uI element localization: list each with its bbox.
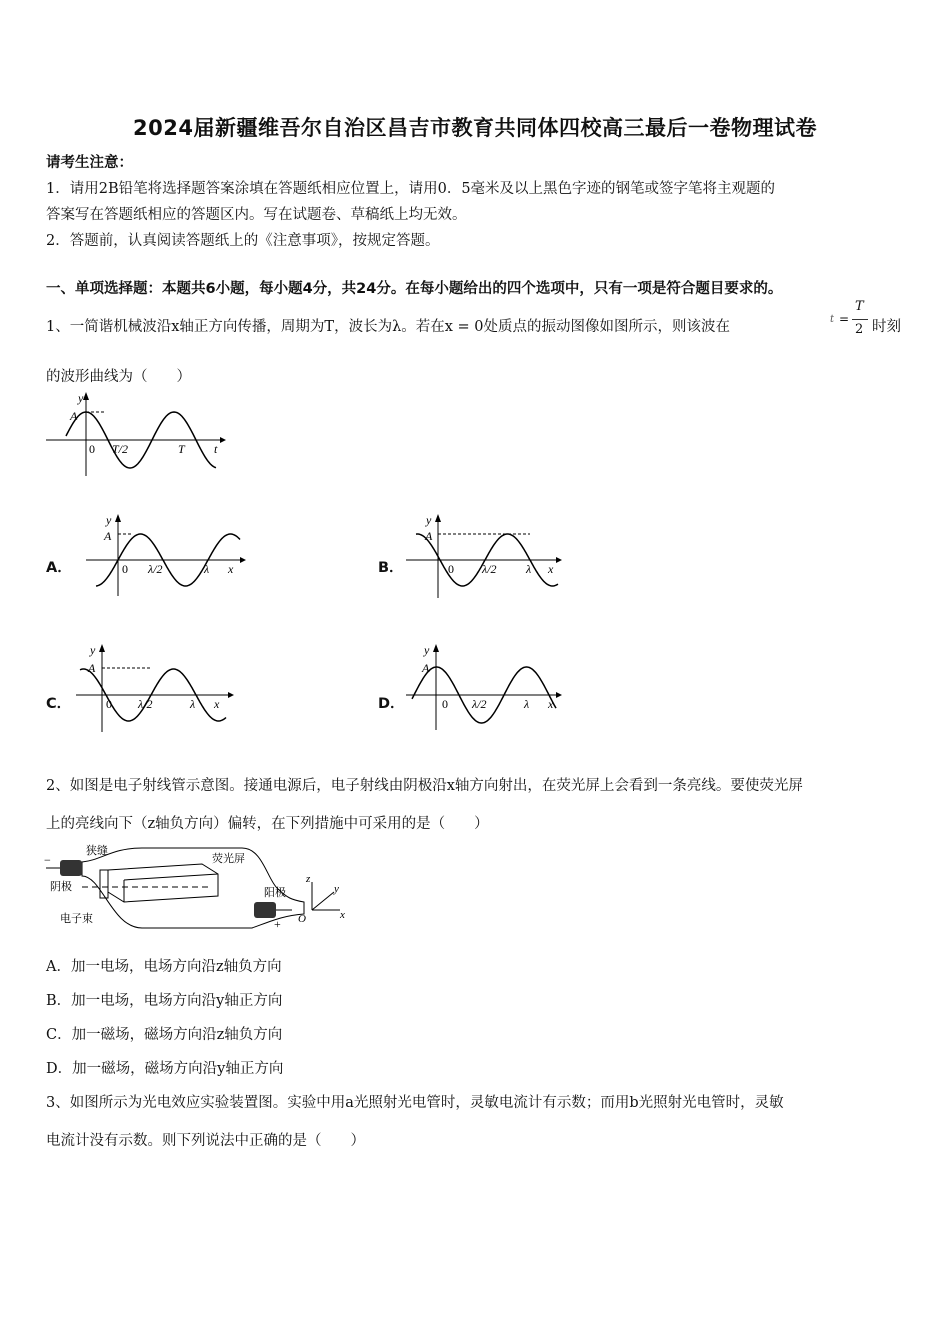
- y-label: y: [424, 643, 430, 657]
- q3-text-line-2: 电流计没有示数。则下列说法中正确的是（ ）: [46, 1133, 365, 1149]
- t-axis-label: t: [214, 442, 218, 456]
- y-axis-arrow: [99, 644, 105, 652]
- screen-edge: [124, 874, 218, 880]
- q2-electron-tube-figure: [42, 840, 362, 930]
- q1-option-c-label[interactable]: C．: [46, 696, 72, 712]
- q1-option-a-label[interactable]: A．: [46, 560, 72, 576]
- slit-plate: [100, 870, 108, 898]
- y-label: y: [78, 391, 84, 405]
- x-axis-arrow: [228, 692, 234, 698]
- screen-label: 荧光屏: [212, 853, 245, 865]
- x-axis-label: x: [214, 697, 220, 711]
- notice-item-1-line-2: 答案写在答题纸相应的答题区内。写在试题卷、草稿纸上均无效。: [46, 207, 467, 223]
- plus-sign: +: [274, 917, 281, 930]
- half-wavelength-label: λ/2: [148, 562, 163, 576]
- origin-label: O: [298, 913, 306, 925]
- y-axis-arrow: [435, 514, 441, 522]
- formula-eq: =: [839, 312, 850, 326]
- y-label: y: [90, 643, 96, 657]
- y-axis: [312, 892, 334, 910]
- q1-option-b-label[interactable]: B．: [378, 560, 404, 576]
- formula-bar: [852, 319, 868, 320]
- cathode-electrode: [60, 860, 82, 876]
- q1-option-d-graph[interactable]: [400, 640, 570, 735]
- half-wavelength-label: λ/2: [482, 562, 497, 576]
- q1-option-d-label[interactable]: D．: [378, 696, 405, 712]
- q2-option-d[interactable]: D．加一磁场，磁场方向沿y轴正方向: [46, 1061, 284, 1077]
- y-axis-arrow: [115, 514, 121, 522]
- x-label: x: [340, 909, 345, 921]
- half-period-label: T/2: [112, 442, 129, 456]
- half-wavelength-label: λ/2: [472, 697, 487, 711]
- amplitude-label: A: [104, 529, 112, 543]
- q2-text-line-2: 上的亮线向下（z轴负方向）偏转，在下列措施中可采用的是（ ）: [46, 816, 489, 832]
- half-wavelength-label: λ/2: [138, 697, 153, 711]
- notice-item-1-line-1: 1．请用2B铅笔将选择题答案涂填在答题纸相应位置上，请用0．5毫米及以上黑色字迹的钢笔或签字笔将主观题的: [46, 181, 776, 197]
- q2-option-c[interactable]: C．加一磁场，磁场方向沿z轴负方向: [46, 1027, 283, 1043]
- amplitude-label: A: [88, 661, 96, 675]
- x-axis-label: x: [548, 697, 554, 711]
- amplitude-label: A: [422, 661, 430, 675]
- y-label: y: [106, 513, 112, 527]
- notice-item-2: 2．答题前，认真阅读答题纸上的《注意事项》，按规定答题。: [46, 233, 440, 249]
- cathode-label: 阴极: [50, 881, 72, 893]
- q2-option-b[interactable]: B．加一电场，电场方向沿y轴正方向: [46, 993, 283, 1009]
- formula-t: t: [830, 314, 835, 325]
- z-label: z: [306, 873, 311, 885]
- beam-label: 电子束: [60, 913, 93, 925]
- q1-text-line-1: 1、一简谐机械波沿x轴正方向传播，周期为T，波长为λ。若在x = 0处质点的振动图像如图所示，则该波在: [46, 319, 731, 335]
- amplitude-label: A: [70, 409, 78, 423]
- amplitude-label: A: [425, 529, 433, 543]
- q1-vibration-graph: [40, 390, 230, 480]
- origin-label: 0: [442, 697, 448, 711]
- x-axis-label: x: [228, 562, 234, 576]
- q1-option-c-graph[interactable]: [70, 640, 240, 735]
- notice-heading: 请考生注意：: [46, 155, 133, 171]
- origin-label: 0: [106, 697, 112, 711]
- q1-formula: [830, 300, 874, 344]
- x-axis-arrow: [556, 692, 562, 698]
- period-label: T: [178, 442, 185, 456]
- q1-option-a-graph[interactable]: [80, 510, 250, 600]
- slit-label: 狭缝: [86, 845, 108, 857]
- q1-text-line-1-end: 时刻: [872, 319, 901, 335]
- wavelength-label: λ: [526, 562, 532, 576]
- q3-text-line-1: 3、如图所示为光电效应实验装置图。实验中用a光照射光电管时，灵敏电流计有示数；而用b光照射光电管时，灵敏: [46, 1095, 784, 1111]
- y-label: y: [426, 513, 432, 527]
- y-axis-arrow: [433, 644, 439, 652]
- x-axis-label: x: [548, 562, 554, 576]
- origin-label: 0: [122, 562, 128, 576]
- formula-denominator: 2: [855, 322, 864, 337]
- t-axis-arrow: [220, 437, 226, 443]
- anode-electrode: [254, 902, 276, 918]
- wavelength-label: λ: [204, 562, 210, 576]
- page-title: 2024届新疆维吾尔自治区昌吉市教育共同体四校高三最后一卷物理试卷: [133, 116, 817, 140]
- origin-label: 0: [448, 562, 454, 576]
- y-axis-arrow: [83, 392, 89, 400]
- x-axis-arrow: [556, 557, 562, 563]
- q2-option-a[interactable]: A．加一电场，电场方向沿z轴负方向: [46, 959, 282, 975]
- wavelength-label: λ: [190, 697, 196, 711]
- anode-label: 阳极: [264, 887, 286, 899]
- q1-option-b-graph[interactable]: [400, 510, 570, 600]
- x-axis-arrow: [240, 557, 246, 563]
- origin-label: 0: [89, 442, 95, 456]
- minus-sign: −: [44, 853, 51, 867]
- formula-numerator: T: [855, 299, 864, 314]
- q2-text-line-1: 2、如图是电子射线管示意图。接通电源后，电子射线由阴极沿x轴方向射出，在荧光屏上会看到一条亮线。要使荧光屏: [46, 778, 803, 794]
- y-label: y: [334, 883, 339, 895]
- q1-text-line-2: 的波形曲线为（ ）: [46, 369, 191, 385]
- section-1-heading: 一、单项选择题：本题共6小题，每小题4分，共24分。在每小题给出的四个选项中，只有一项是符合题目要求的。: [46, 281, 783, 297]
- wavelength-label: λ: [524, 697, 530, 711]
